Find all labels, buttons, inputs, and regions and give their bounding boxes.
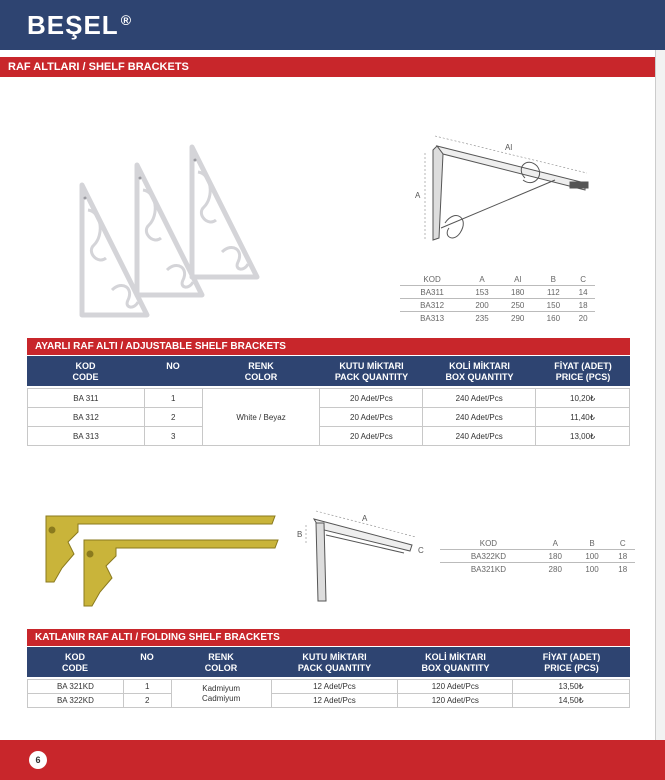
section-title: KATLANIR RAF ALTI / FOLDING SHELF BRACKETS: [35, 632, 280, 643]
spec-cell: 18: [610, 550, 635, 563]
cell-price: 10,20₺: [536, 389, 630, 408]
cell-price: 13,00₺: [536, 427, 630, 446]
cell-code: BA 313: [28, 427, 145, 446]
adjustable-price-table: [27, 388, 630, 446]
spec-cell: 180: [537, 550, 574, 563]
cell-no: 1: [123, 680, 171, 694]
cell-price: 13,50₺: [513, 680, 630, 694]
cell-code: BA 322KD: [28, 694, 124, 708]
folding-price-table: [27, 679, 630, 708]
cell-price: 11,40₺: [536, 408, 630, 427]
col-header-price: FİYAT (ADET) PRICE (PCS): [554, 361, 612, 382]
col-header-code: KOD CODE: [72, 361, 99, 382]
cell-color: Kadmiyum Cadmiyum: [171, 680, 271, 708]
spec-cell: 280: [537, 563, 574, 576]
spec-cell: 235: [464, 312, 500, 325]
spec-header-cell: KOD: [479, 538, 498, 548]
spec-cell: 290: [500, 312, 536, 325]
spec-row: [440, 563, 635, 576]
spec-header-cell: Al: [514, 274, 522, 284]
dim-label-al: Al: [505, 143, 513, 152]
spec-row: [400, 299, 595, 312]
col-header-box: KOLİ MİKTARI BOX QUANTITY: [421, 652, 490, 673]
spec-header-cell: C: [580, 274, 586, 284]
spec-cell: BA312: [400, 299, 464, 312]
table-header: [27, 647, 630, 677]
table-row: [28, 680, 630, 694]
dim-label-a: A: [415, 191, 421, 200]
col-header-code: KOD CODE: [61, 652, 88, 673]
spec-cell: 100: [574, 550, 611, 563]
col-header-pack: KUTU MİKTARI PACK QUANTITY: [334, 361, 409, 382]
spec-cell: 20: [571, 312, 595, 325]
folding-bracket-drawing: [292, 505, 432, 605]
col-header-color: RENK COLOR: [204, 652, 238, 673]
page-edge: [655, 50, 665, 740]
spec-cell: 200: [464, 299, 500, 312]
page-banner: [0, 57, 655, 77]
dim-label-a: A: [362, 514, 368, 523]
col-header-no: NO: [140, 652, 154, 662]
cell-pack: 12 Adet/Pcs: [271, 694, 398, 708]
col-header-pack: KUTU MİKTARI PACK QUANTITY: [297, 652, 372, 673]
brand-logo[interactable]: BEŞEL ®: [27, 10, 133, 40]
spec-header-cell: KOD: [423, 274, 441, 284]
cell-color: White / Beyaz: [202, 389, 320, 446]
spec-table-folding: [440, 537, 635, 575]
cell-pack: 20 Adet/Pcs: [320, 408, 423, 427]
cell-box: 120 Adet/Pcs: [398, 680, 513, 694]
spec-cell: BA321KD: [440, 563, 537, 576]
dim-label-c: C: [418, 546, 424, 555]
cell-no: 2: [144, 408, 202, 427]
spec-cell: 180: [500, 286, 536, 299]
section-title-bar: [27, 629, 630, 646]
cell-code: BA 312: [28, 408, 145, 427]
cell-code: BA 311: [28, 389, 145, 408]
footer-bar: [0, 740, 665, 780]
col-header-no: NO: [166, 361, 180, 371]
spec-header-cell: B: [589, 538, 595, 548]
cell-price: 14,50₺: [513, 694, 630, 708]
spec-cell: 160: [536, 312, 572, 325]
cell-no: 2: [123, 694, 171, 708]
table-row: [28, 389, 630, 408]
cell-pack: 20 Adet/Pcs: [320, 427, 423, 446]
spec-cell: BA311: [400, 286, 464, 299]
spec-row: [400, 312, 595, 325]
spec-cell: 150: [536, 299, 572, 312]
white-brackets-photo: [72, 140, 282, 330]
spec-table-adjustable: [400, 273, 595, 324]
spec-cell: 14: [571, 286, 595, 299]
spec-header-cell: A: [552, 538, 558, 548]
spec-header-row: [400, 273, 595, 286]
spec-row: [400, 286, 595, 299]
folding-brackets-photo: [40, 510, 285, 610]
spec-header-row: [440, 537, 635, 550]
page-number: 6: [29, 751, 47, 769]
spec-cell: BA313: [400, 312, 464, 325]
spec-cell: 100: [574, 563, 611, 576]
gold-bracket-2: [84, 540, 278, 606]
adjustable-bracket-drawing: [405, 128, 615, 258]
spec-header-cell: B: [550, 274, 557, 284]
col-header-price: FİYAT (ADET) PRICE (PCS): [542, 652, 601, 673]
section-title-bar: [27, 338, 630, 355]
spec-cell: BA322KD: [440, 550, 537, 563]
spec-cell: 112: [536, 286, 572, 299]
spec-cell: 250: [500, 299, 536, 312]
table-row: [28, 694, 630, 708]
cell-box: 120 Adet/Pcs: [398, 694, 513, 708]
cell-no: 1: [144, 389, 202, 408]
gold-bracket-1: [46, 516, 275, 582]
cell-no: 3: [144, 427, 202, 446]
spec-header-cell: C: [619, 538, 626, 548]
spec-cell: 18: [571, 299, 595, 312]
table-row: [28, 427, 630, 446]
cell-box: 240 Adet/Pcs: [423, 389, 536, 408]
cell-pack: 12 Adet/Pcs: [271, 680, 398, 694]
col-header-box: KOLİ MİKTARI BOX QUANTITY: [445, 361, 514, 382]
cell-pack: 20 Adet/Pcs: [320, 389, 423, 408]
cell-code: BA 321KD: [28, 680, 124, 694]
spec-header-cell: A: [479, 274, 485, 284]
cell-box: 240 Adet/Pcs: [423, 427, 536, 446]
section-title: AYARLI RAF ALTI / ADJUSTABLE SHELF BRACKETS: [35, 341, 286, 352]
table-header: [27, 356, 630, 386]
spec-row: [440, 550, 635, 563]
white-bracket-3: [192, 147, 257, 277]
spec-cell: 153: [464, 286, 500, 299]
spec-cell: 18: [610, 563, 635, 576]
dim-label-b: B: [297, 530, 303, 539]
cell-box: 240 Adet/Pcs: [423, 408, 536, 427]
col-header-color: RENK COLOR: [244, 361, 278, 382]
table-row: [28, 408, 630, 427]
page-title: RAF ALTLARI / SHELF BRACKETS: [8, 61, 189, 73]
